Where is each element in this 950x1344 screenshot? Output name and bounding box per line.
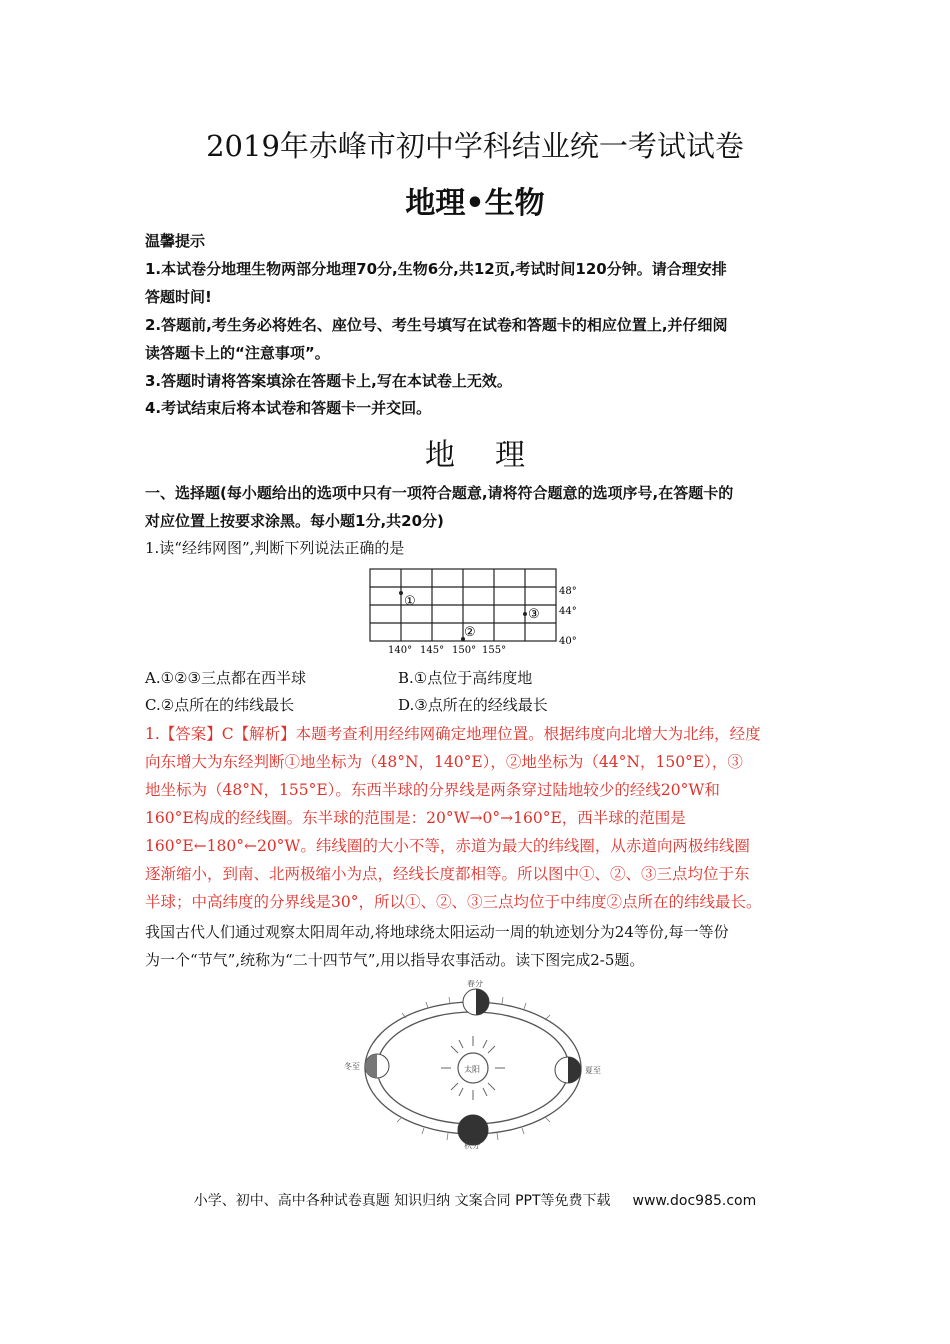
label-autumn: 秋分 bbox=[464, 1141, 480, 1150]
earth-spring-equinox bbox=[463, 989, 489, 1015]
point-3-label: ③ bbox=[528, 607, 540, 622]
tip-line-3: 2.答题前,考生务必将姓名、座位号、考生号填写在试卷和答题卡的相应位置上,并仔细阅 bbox=[145, 316, 728, 334]
sun-label: 太阳 bbox=[464, 1065, 480, 1074]
passage-line-1: 我国古代人们通过观察太阳周年动,将地球绕太阳运动一周的轨迹划分为24等份,每一等份 bbox=[145, 923, 729, 941]
label-spring: 春分 bbox=[467, 980, 483, 988]
answer-line-4: 160°E构成的经线圈。东半球的范围是：20°W→0°→160°E，西半球的范围是 bbox=[145, 809, 686, 827]
tip-line-4: 读答题卡上的“注意事项”。 bbox=[145, 344, 330, 362]
earth-summer-solstice bbox=[555, 1057, 581, 1083]
lon-label-140: 140° bbox=[388, 645, 413, 656]
lon-label-145: 145° bbox=[420, 645, 445, 656]
page-footer bbox=[0, 1190, 950, 1210]
point-3-dot bbox=[523, 612, 527, 616]
solar-terms-orbit-diagram bbox=[342, 980, 604, 1150]
lat-label-48: 48° bbox=[559, 586, 577, 597]
tip-line-2: 答题时间! bbox=[145, 288, 212, 306]
question-1-stem: 1.读“经纬网图”,判断下列说法正确的是 bbox=[145, 539, 405, 557]
part-heading-line-1: 一、选择题(每小题给出的选项中只有一项符合题意,请将符合题意的选项序号,在答题卡的 bbox=[145, 484, 734, 502]
option-d: D.③点所在的经线最长 bbox=[398, 696, 548, 714]
answer-line-2: 向东增大为东经判断①地坐标为（48°N，140°E），②地坐标为（44°N，150°E），③ bbox=[145, 753, 743, 771]
lon-label-150: 150° bbox=[452, 645, 477, 656]
answer-line-6: 逐渐缩小，到南、北两极缩小为点，经线长度都相等。所以图中①、②、③三点均位于东 bbox=[145, 865, 750, 883]
answer-line-3: 地坐标为（48°N，155°E）。东西半球的分界线是两条穿过陆地较少的经线20°W和 bbox=[145, 781, 720, 799]
exam-subtitle: 地理•生物 bbox=[405, 186, 545, 221]
lat-label-44: 44° bbox=[559, 606, 577, 617]
option-a: A.①②③三点都在西半球 bbox=[145, 669, 306, 687]
option-b: B.①点位于高纬度地 bbox=[398, 669, 533, 687]
label-summer: 夏至 bbox=[585, 1066, 601, 1075]
option-c: C.②点所在的纬线最长 bbox=[145, 696, 295, 714]
section-title: 地理 bbox=[425, 438, 565, 473]
tip-line-1: 1.本试卷分地理生物两部分地理70分,生物6分,共12页,考试时间120分钟。请合理安排 bbox=[145, 260, 727, 278]
lat-lon-grid-figure bbox=[368, 566, 588, 656]
answer-line-5: 160°E←180°←20°W。纬线圈的大小不等，赤道为最大的纬线圈，从赤道向两极纬线圈 bbox=[145, 837, 750, 855]
tips-heading: 温馨提示 bbox=[145, 232, 206, 250]
passage-line-2: 为一个“节气”,统称为“二十四节气”,用以指导农事活动。读下图完成2-5题。 bbox=[145, 951, 645, 969]
label-winter: 冬至 bbox=[344, 1062, 360, 1071]
footer-text: 小学、初中、高中各种试卷真题 知识归纳 文案合同 PPT等免费下载 bbox=[193, 1193, 611, 1209]
lon-label-155: 155° bbox=[482, 645, 507, 656]
tip-line-5: 3.答题时请将答案填涂在答题卡上,写在本试卷上无效。 bbox=[145, 372, 512, 390]
part-heading-line-2: 对应位置上按要求涂黑。每小题1分,共20分) bbox=[145, 512, 444, 530]
lat-label-40: 40° bbox=[559, 636, 577, 647]
point-1-label: ① bbox=[404, 594, 416, 609]
footer-url-link[interactable]: www.doc985.com bbox=[632, 1193, 757, 1209]
grid-lines bbox=[370, 569, 556, 641]
tip-line-6: 4.考试结束后将本试卷和答题卡一并交回。 bbox=[145, 399, 432, 417]
answer-line-7: 半球；中高纬度的分界线是30°，所以①、②、③三点均位于中纬度②点所在的纬线最长。 bbox=[145, 893, 762, 911]
exam-title: 2019年赤峰市初中学科结业统一考试试卷 bbox=[206, 129, 744, 163]
point-2-label: ② bbox=[464, 625, 476, 640]
answer-line-1: 1.【答案】C【解析】本题考查利用经纬网确定地理位置。根据纬度向北增大为北纬，经度 bbox=[145, 725, 761, 743]
earth-winter-solstice bbox=[365, 1054, 389, 1078]
point-1-dot bbox=[399, 591, 403, 595]
